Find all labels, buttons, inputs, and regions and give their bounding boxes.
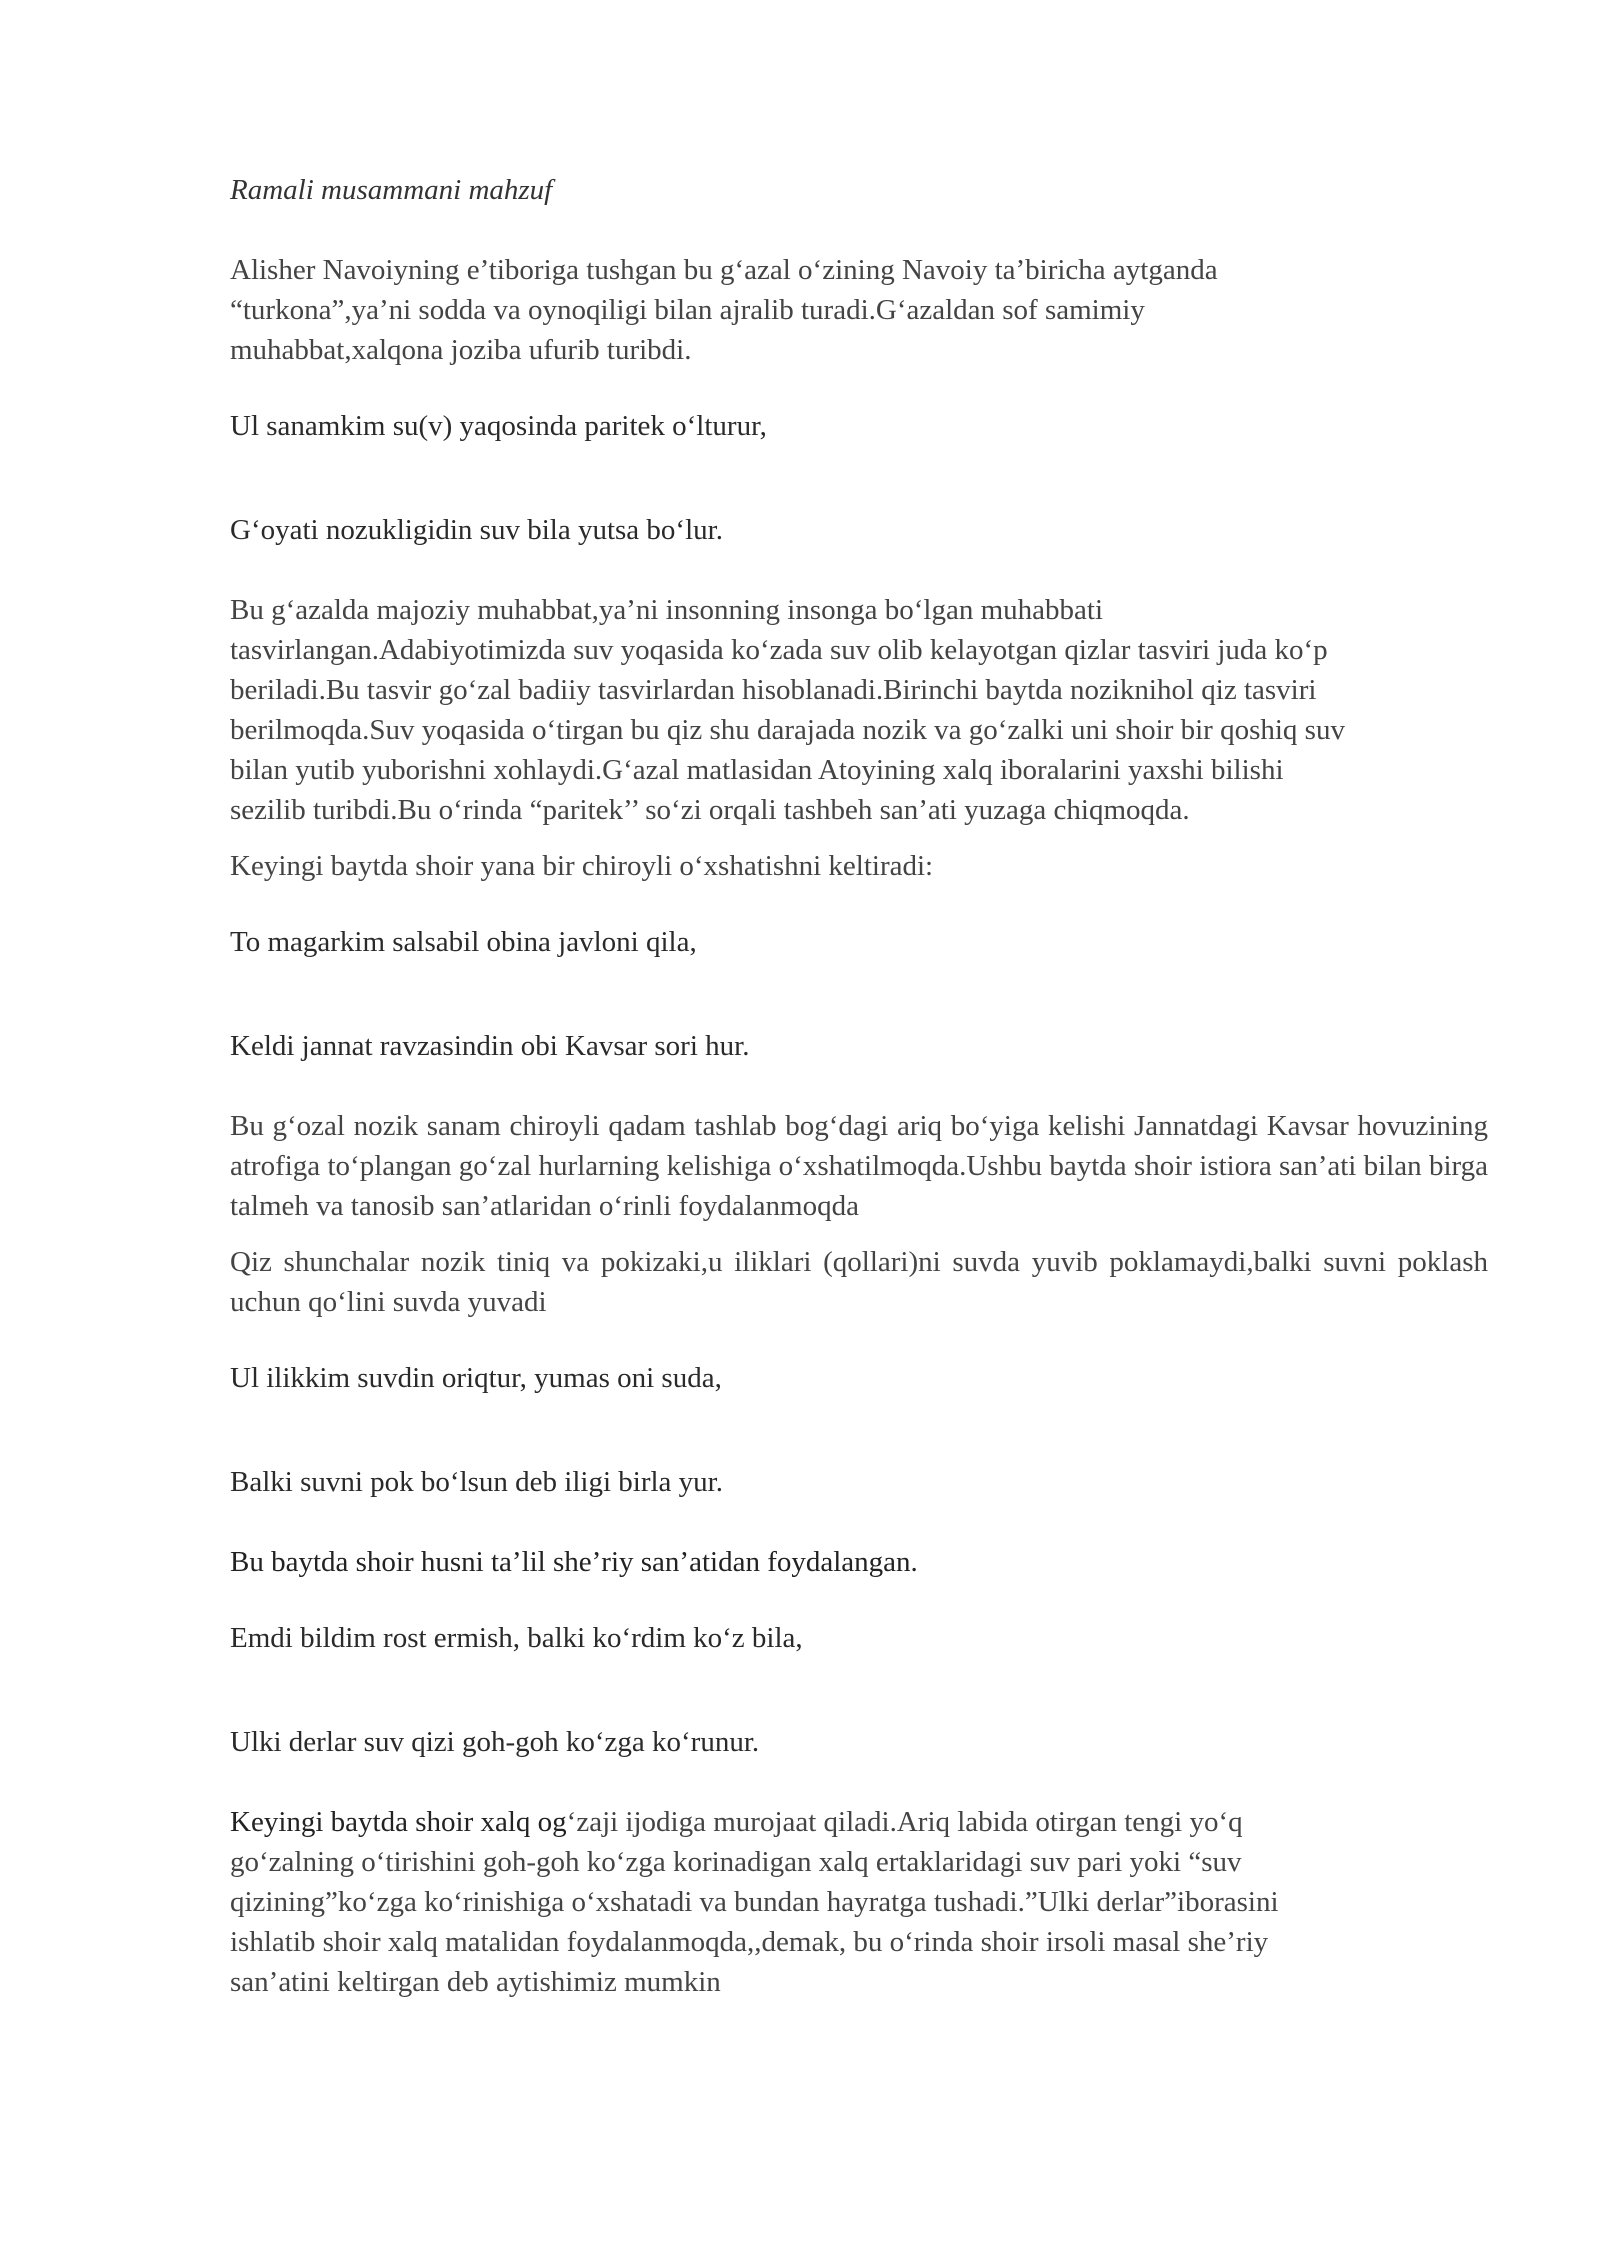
paragraph-husni-talil: Bu baytda shoir husni ta’lil she’riy san’atidan foydalangan.	[230, 1546, 918, 1578]
text-line: ishlatib shoir xalq matalidan foydalanmoqda,,demak, bu o‘rinda shoir irsoli masal she’riy	[230, 1926, 1269, 1958]
text-line: Bu g‘azalda majoziy muhabbat,ya’ni insonning insonga bo‘lgan muhabbati	[230, 594, 1104, 626]
meter-heading: Ramali musammani mahzuf	[230, 174, 553, 206]
paragraph-analysis-1	[230, 590, 1488, 830]
text-line	[230, 1802, 1488, 1842]
text-line: go‘zalning o‘tirishini goh-goh ko‘zga korinadigan xalq ertaklaridagi suv pari yoki “suv	[230, 1846, 1242, 1878]
verse-4-line-2: Ulki derlar suv qizi goh-goh ko‘zga ko‘runur.	[230, 1726, 760, 1758]
verse-1-line-1: Ul sanamkim su(v) yaqosinda paritek o‘lturur,	[230, 410, 767, 442]
text-line: sezilib turibdi.Bu o‘rinda “paritek’’ so‘zi orqali tashbeh san’ati yuzaga chiqmoqda.	[230, 794, 1190, 826]
text-line: “turkona”,ya’ni sodda va oynoqiligi bilan ajralib turadi.G‘azaldan sof samimiy	[230, 294, 1145, 326]
paragraph-analysis-2: Bu g‘ozal nozik sanam chiroyli qadam tashlab bog‘dagi ariq bo‘yiga kelishi Jannatdagi Kavsar hovuzining atrofiga to‘plangan go‘zal hurlarning kelishiga o‘xshatilmoqda.Ushbu baytda shoir istiora san’ati bilan birga talmeh va tanosib san’atlaridan o‘rinli foydalanmoqda	[230, 1110, 1488, 1222]
text-line: beriladi.Bu tasvir go‘zal badiiy tasvirlardan hisoblanadi.Birinchi baytda noziknihol qiz tasviri	[230, 674, 1317, 706]
text-line: muhabbat,xalqona joziba ufurib turibdi.	[230, 334, 692, 366]
verse-1-line-2: G‘oyati nozukligidin suv bila yutsa bo‘lur.	[230, 514, 723, 546]
verse-3-line-2: Balki suvni pok bo‘lsun deb iligi birla yur.	[230, 1466, 723, 1498]
verse-4-line-1: Emdi bildim rost ermish, balki ko‘rdim ko‘z bila,	[230, 1622, 803, 1654]
paragraph-analysis-3: Qiz shunchalar nozik tiniq va pokizaki,u iliklari (qollari)ni suvda yuvib poklamaydi,balki suvni poklash uchun qo‘lini suvda yuvadi	[230, 1246, 1488, 1318]
verse-3-line-1: Ul ilikkim suvdin oriqtur, yumas oni suda,	[230, 1362, 722, 1394]
verse-2-line-2: Keldi jannat ravzasindin obi Kavsar sori hur.	[230, 1030, 750, 1062]
text-rest: ‘zaji ijodiga murojaat qiladi.Ariq labida otirgan tengi yo‘q	[566, 1806, 1243, 1838]
paragraph-intro	[230, 250, 1488, 370]
text-line: qizining”ko‘zga ko‘rinishiga o‘xshatadi va bundan hayratga tushadi.”Ulki derlar”iborasini	[230, 1886, 1279, 1918]
text-line: tasvirlangan.Adabiyotimizda suv yoqasida ko‘zada suv olib kelayotgan qizlar tasviri juda ko‘p	[230, 634, 1328, 666]
paragraph-next-bayt: Keyingi baytda shoir yana bir chiroyli o‘xshatishni keltiradi:	[230, 850, 934, 882]
text-line: bilan yutib yuborishni xohlaydi.G‘azal matlasidan Atoyining xalq iboralarini yaxshi bilishi	[230, 754, 1284, 786]
text-line: Alisher Navoiyning e’tiboriga tushgan bu g‘azal o‘zining Navoiy ta’biricha aytganda	[230, 254, 1218, 286]
text-line: san’atini keltirgan deb aytishimiz mumkin	[230, 1966, 721, 1998]
paragraph-conclusion	[230, 1802, 1488, 2002]
verse-2-line-1: To magarkim salsabil obina javloni qila,	[230, 926, 697, 958]
text-start: Keyingi baytda shoir xalq og	[230, 1806, 567, 1838]
document-body	[230, 170, 1488, 2038]
text-line: berilmoqda.Suv yoqasida o‘tirgan bu qiz shu darajada nozik va go‘zalki uni shoir bir qoshiq suv	[230, 714, 1345, 746]
